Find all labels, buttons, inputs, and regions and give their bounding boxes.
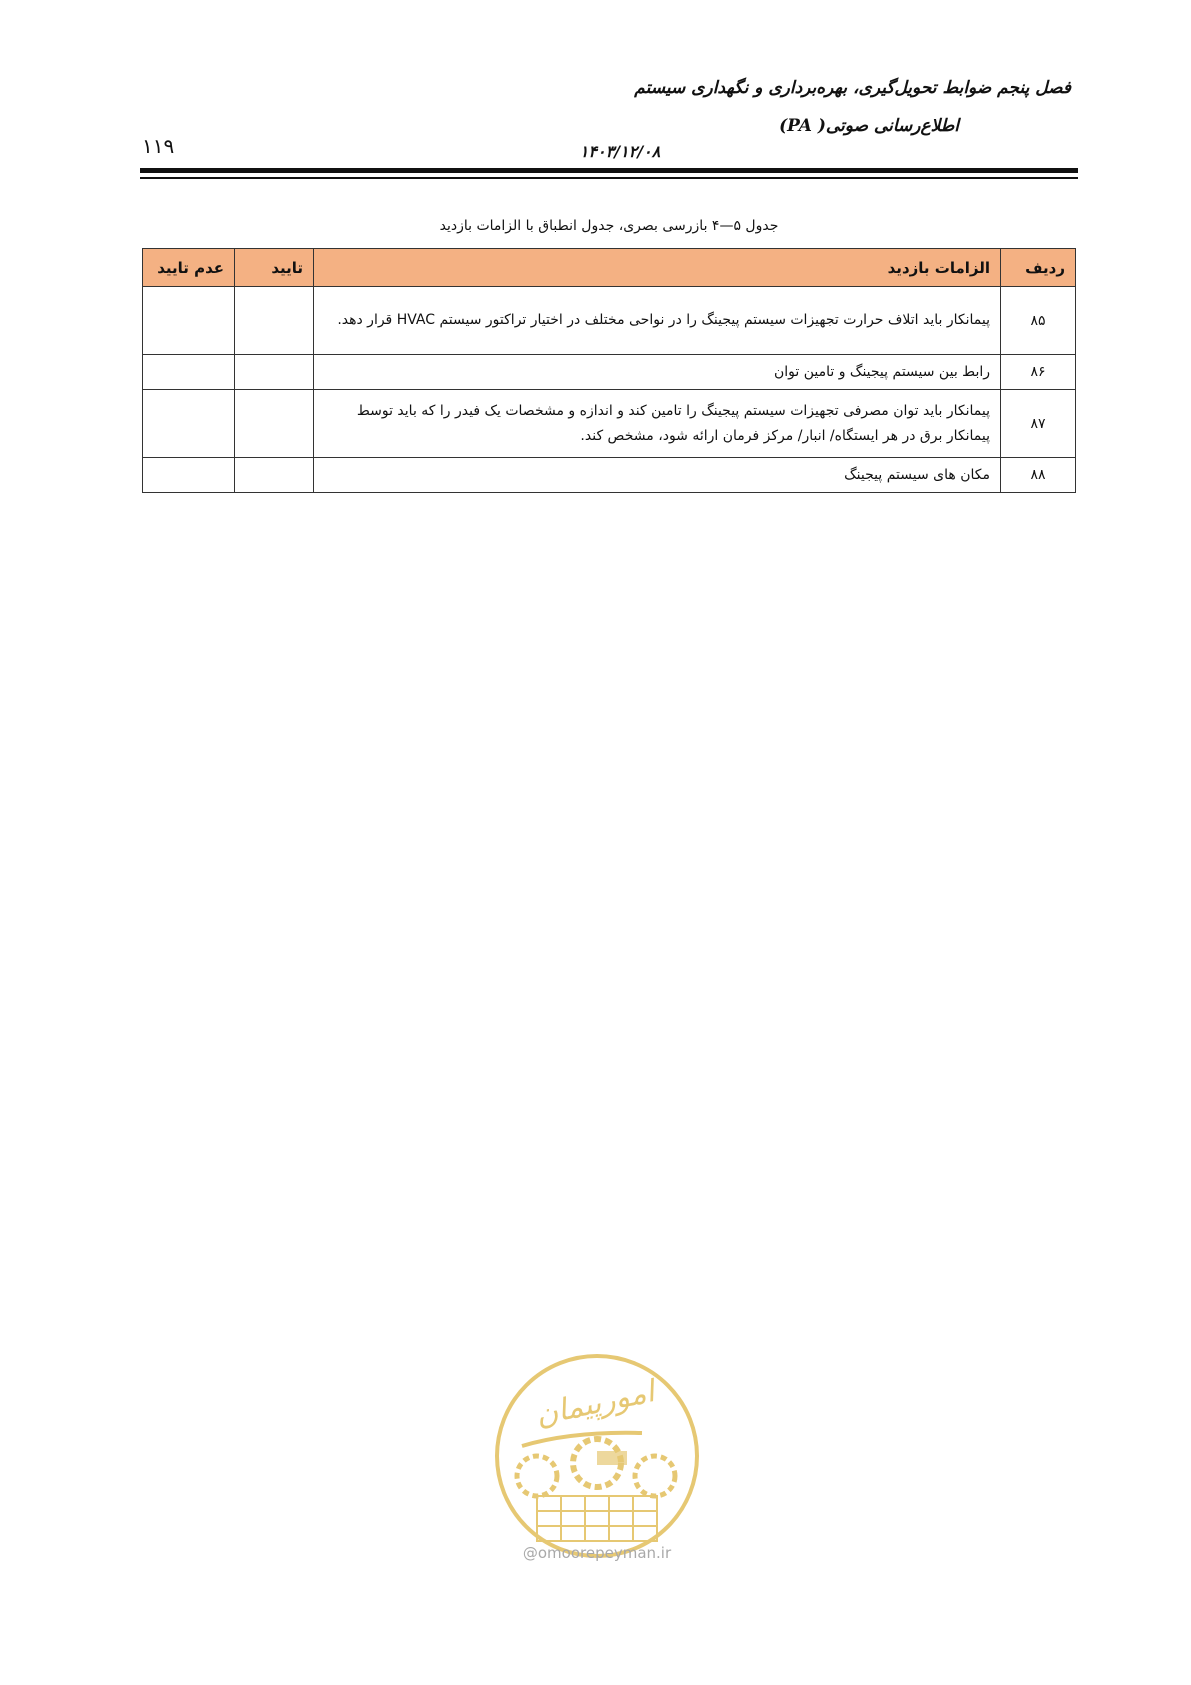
header-requirements: الزامات بازدید [314, 249, 1001, 287]
page-number: ۱۱۹ [142, 134, 175, 158]
header-approve: تایید [235, 249, 314, 287]
table-row [143, 355, 1076, 390]
requirement-text: رابط بین سیستم پیجینگ و تامین توان [314, 355, 1001, 390]
table-header-row [143, 249, 1076, 287]
header-rule-thin [140, 177, 1078, 179]
reject-cell [143, 390, 235, 458]
row-number: ۸۶ [1001, 355, 1076, 390]
requirement-text: پیمانکار باید توان مصرفی تجهیزات سیستم پیجینگ را تامین کند و اندازه و مشخصات یک فیدر را که باید توسط پیمانکار برق در هر ایستگاه/ انبار/ مرکز فرمان ارائه شود، مشخص کند. [314, 390, 1001, 458]
watermark-logo-text: امورپیمان [532, 1374, 658, 1434]
chapter-title: فصل پنجم ضوابط تحویل‌گیری، بهره‌برداری و نگهداری سیستم [634, 78, 1071, 98]
table-row [143, 390, 1076, 458]
row-number: ۸۸ [1001, 458, 1076, 493]
reject-cell [143, 287, 235, 355]
requirements-table [142, 248, 1076, 493]
at-icon: @ [522, 1544, 538, 1562]
requirement-text: پیمانکار باید اتلاف حرارت تجهیزات سیستم پیجینگ را در نواحی مختلف در اختیار تراکتور سیستم HVAC قرار دهد. [314, 287, 1001, 355]
row-number: ۸۵ [1001, 287, 1076, 355]
watermark-url-text: omoorepeyman.ir [537, 1544, 672, 1562]
watermark-url [495, 1544, 699, 1562]
table-caption: جدول ۵—۴ بازرسی بصری، جدول انطباق با الزامات بازدید [439, 218, 779, 234]
header-date: ۱۴۰۳/۱۲/۰۸ [579, 142, 661, 161]
approve-cell [235, 287, 314, 355]
approve-cell [235, 355, 314, 390]
system-title: اطلاع‌رسانی صوتی( PA) [779, 116, 959, 136]
reject-cell [143, 355, 235, 390]
requirement-text: مکان های سیستم پیجینگ [314, 458, 1001, 493]
approve-cell [235, 458, 314, 493]
row-number: ۸۷ [1001, 390, 1076, 458]
reject-cell [143, 458, 235, 493]
approve-cell [235, 390, 314, 458]
header-reject: عدم تایید [143, 249, 235, 287]
table-row [143, 458, 1076, 493]
watermark-logo [492, 1351, 702, 1561]
header-rule-thick [140, 168, 1078, 173]
header-row-number: ردیف [1001, 249, 1076, 287]
table-row [143, 287, 1076, 355]
